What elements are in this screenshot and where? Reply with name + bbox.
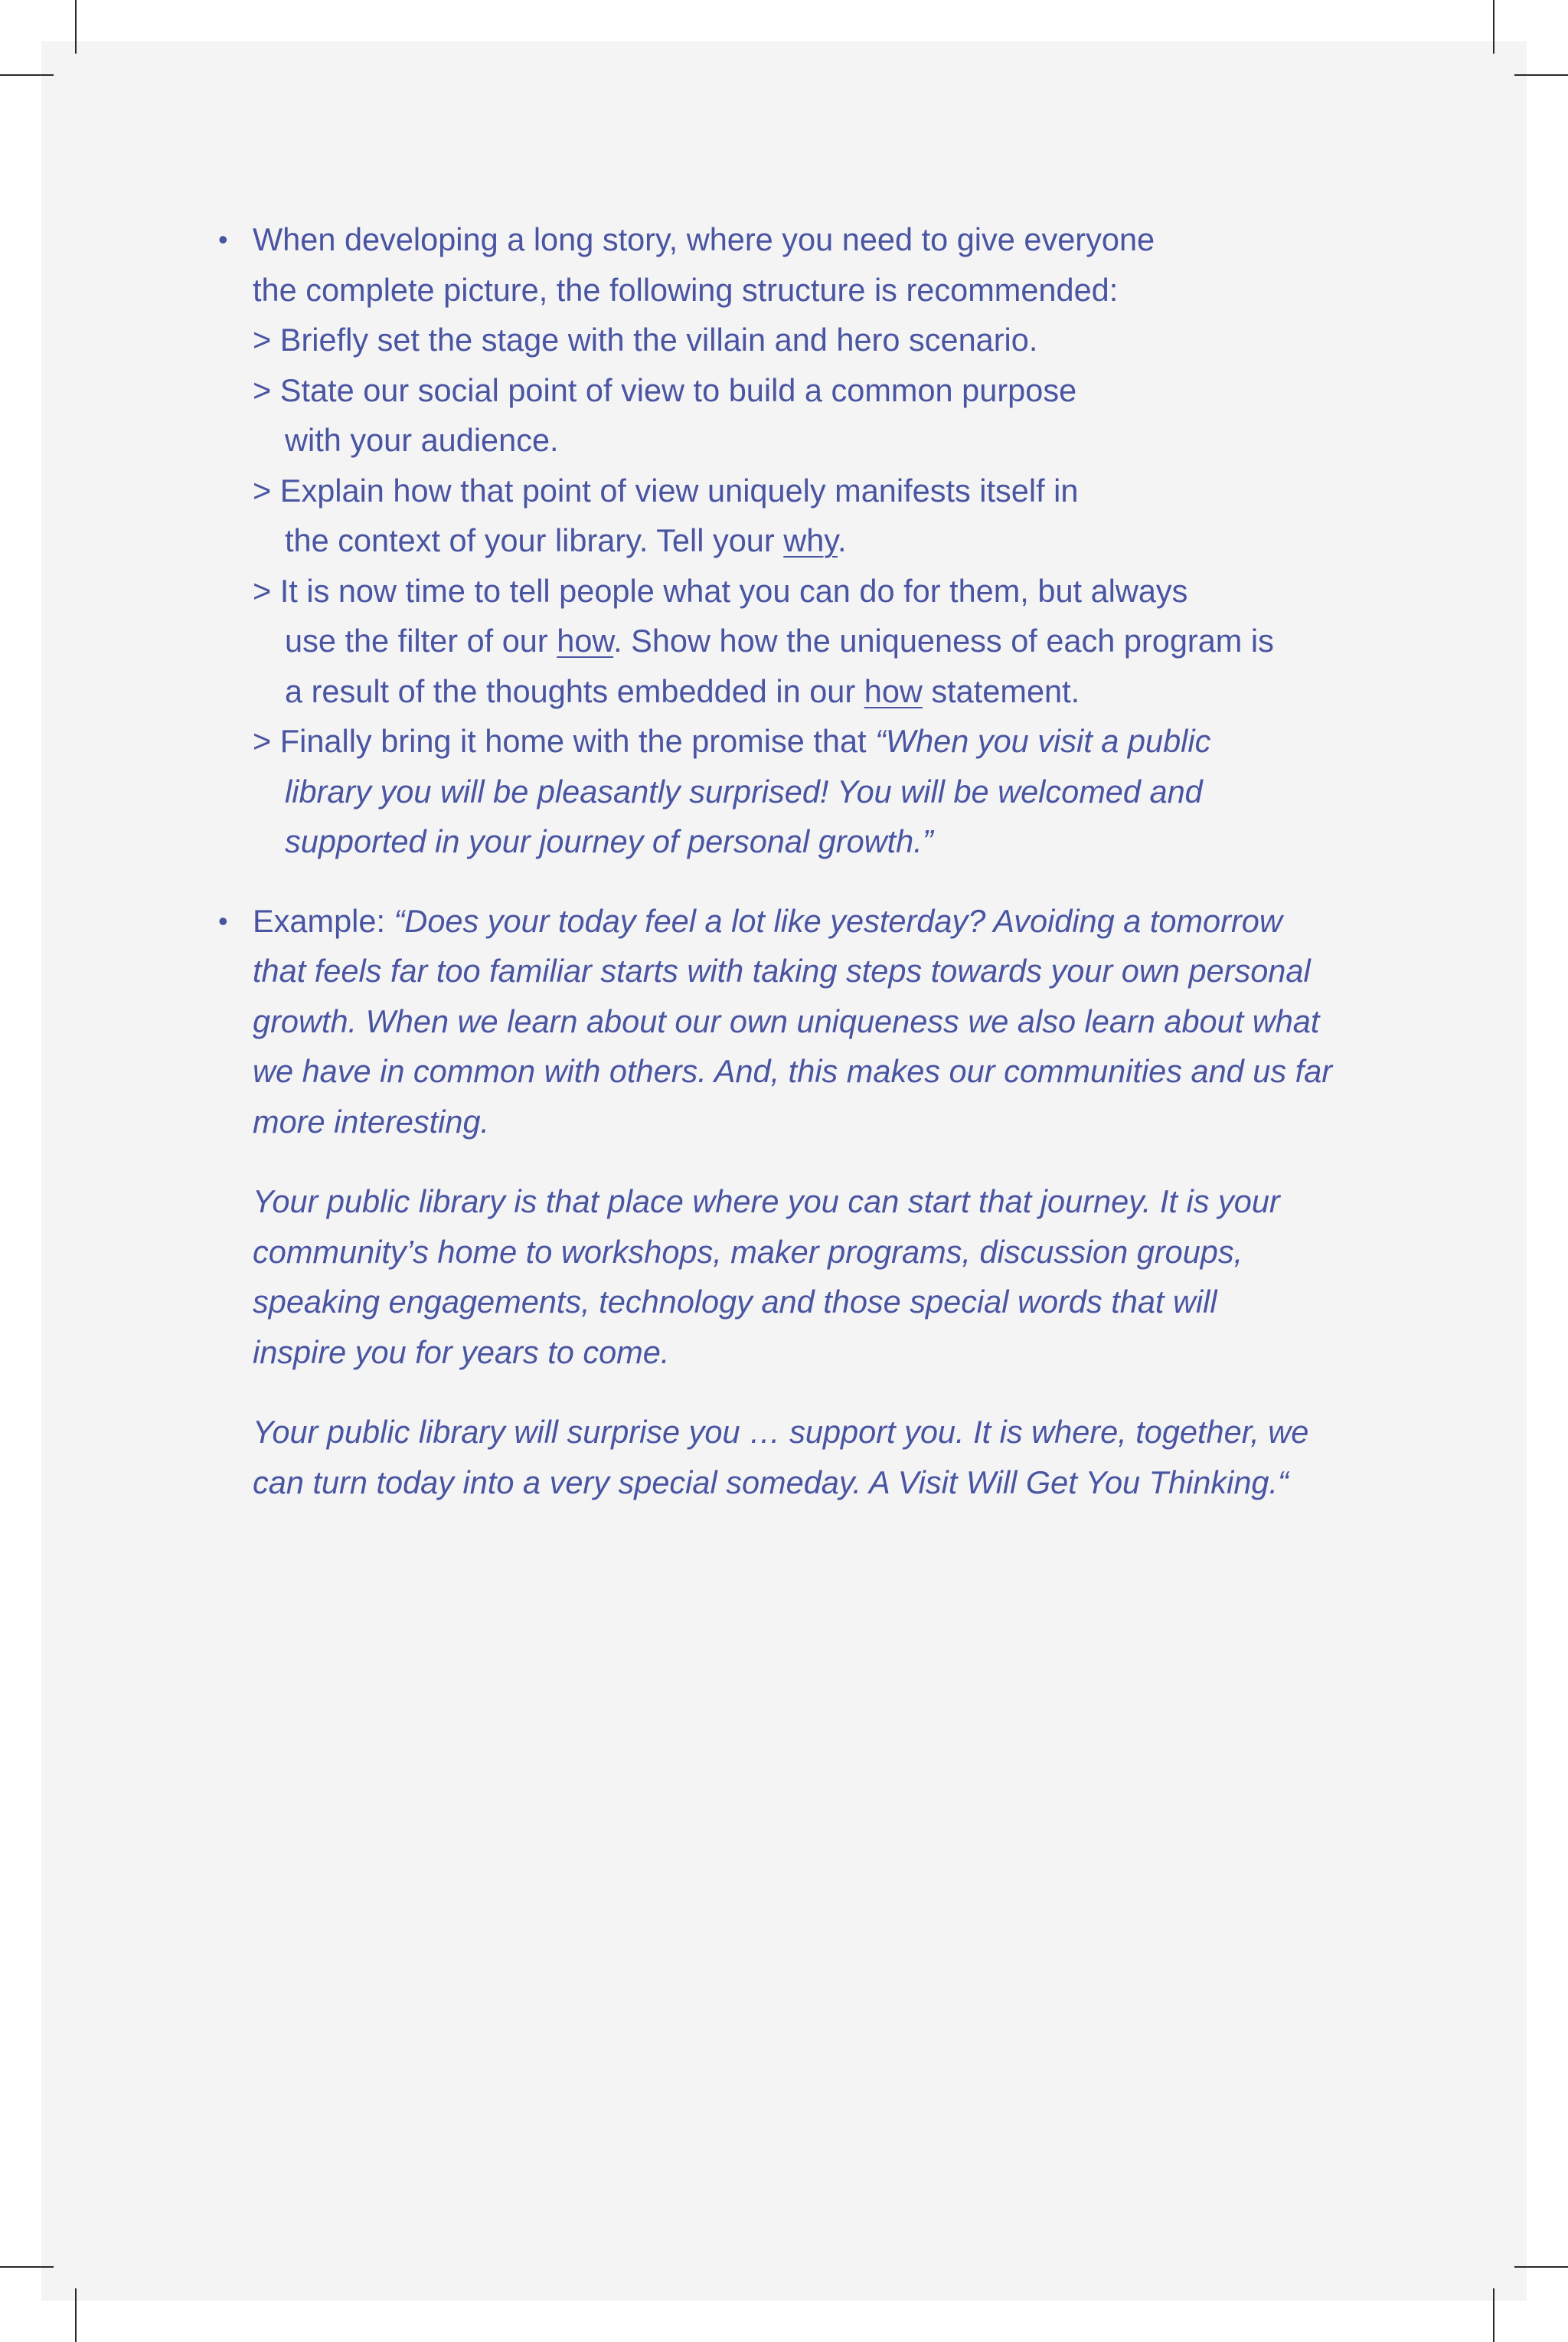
underlined-word-how: how	[557, 623, 614, 659]
example-label: Example:	[253, 902, 394, 939]
crop-mark-bottom-right-h	[1514, 2266, 1568, 2268]
text-line: that feels far too familiar starts with taking steps towards your own personal	[253, 953, 1311, 989]
text-line	[253, 616, 1355, 666]
text-line: we have in common with others. And, this makes our communities and us far	[253, 1053, 1333, 1089]
text-line: community’s home to workshops, maker programs, discussion groups,	[253, 1233, 1243, 1270]
example-paragraph-3	[253, 1407, 1355, 1507]
text-run: statement.	[922, 672, 1080, 709]
italic-quote: “Does your today feel a lot like yesterday? Avoiding a tomorrow	[394, 902, 1282, 939]
crop-mark-top-right-h	[1514, 74, 1568, 76]
sub-item-set-stage: > Briefly set the stage with the villain and hero scenario.	[253, 322, 1038, 358]
bullet-glyph: •	[218, 904, 228, 937]
text-line: inspire you for years to come.	[253, 1333, 670, 1370]
text-run: .	[837, 522, 847, 558]
bullet-glyph: •	[218, 224, 228, 255]
text-line: When developing a long story, where you need to give everyone	[253, 221, 1155, 257]
italic-quote: “When you visit a public	[875, 723, 1211, 759]
crop-mark-top-right-v	[1493, 0, 1494, 54]
text-run: use the filter of our	[285, 623, 557, 659]
bullet-item-long-story	[218, 214, 1355, 867]
sub-item-tell-people: > It is now time to tell people what you can do for them, but always	[253, 572, 1188, 609]
text-line: speaking engagements, technology and those special words that will	[253, 1284, 1217, 1320]
bullet-item-example	[218, 896, 1355, 1508]
text-line: library you will be pleasantly surprised! You will be welcomed and	[285, 773, 1203, 810]
text-line: growth. When we learn about our own uniqueness we also learn about what	[253, 1003, 1320, 1039]
crop-mark-bottom-left-h	[0, 2266, 54, 2268]
text-line: the complete picture, the following structure is recommended:	[253, 271, 1119, 308]
text-line: more interesting.	[253, 1103, 490, 1140]
text-run: the context of your library. Tell your	[285, 522, 784, 558]
text-line: can turn today into a very special someday. A Visit Will Get You Thinking.“	[253, 1464, 1289, 1500]
text-run: > Finally bring it home with the promise that	[253, 723, 876, 759]
text-line: Your public library will surprise you … support you. It is where, together, we	[253, 1414, 1309, 1450]
crop-mark-bottom-right-v	[1493, 2288, 1494, 2342]
text-run: . Show how the uniqueness of each program is	[613, 623, 1274, 659]
crop-mark-top-left-h	[0, 74, 54, 76]
underlined-word-why: why	[783, 522, 838, 558]
underlined-word-how: how	[864, 672, 923, 709]
text-line	[253, 666, 1355, 717]
text-line: Your public library is that place where you can start that journey. It is your	[253, 1183, 1280, 1219]
sub-item-point-of-view: > State our social point of view to build a common purpose	[253, 371, 1077, 408]
sub-item-explain: > Explain how that point of view uniquely manifests itself in	[253, 472, 1079, 509]
text-line	[253, 896, 1355, 947]
example-paragraph-2	[253, 1176, 1355, 1377]
crop-mark-bottom-left-v	[75, 2288, 77, 2342]
sub-item-promise	[253, 716, 1355, 767]
text-run: a result of the thoughts embedded in our	[285, 672, 864, 709]
text-line: with your audience.	[285, 422, 559, 458]
page-content	[218, 214, 1355, 1507]
text-line	[253, 515, 1355, 566]
crop-mark-top-left-v	[75, 0, 77, 54]
text-line: supported in your journey of personal growth.”	[285, 823, 933, 859]
